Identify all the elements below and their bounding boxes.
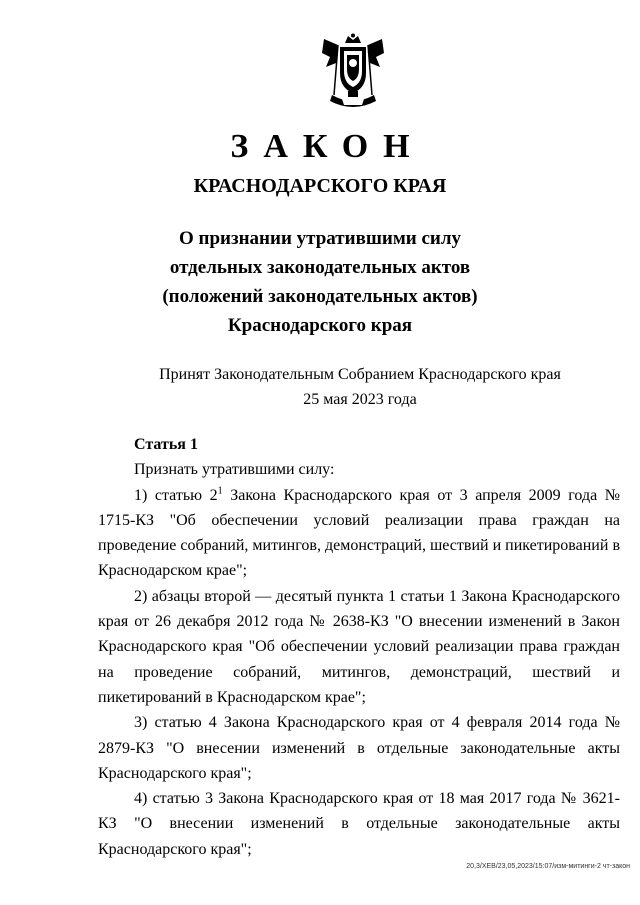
article-item-2: 2) абзацы второй — десятый пункта 1 статьи 1 Закона Краснодарского края от 26 декабря 2012 года № 2638-КЗ "О внесении изменений в Закон Краснодарского края "Об обеспечении условий реализации права граждан на проведение собраний, митингов, демонстраций, шествий и пикетирований в Краснодарском крае"; — [98, 587, 620, 706]
superscript: 1 — [217, 485, 223, 497]
item1-start: 1) статью 2 — [134, 486, 218, 504]
article-intro: Признать утратившими силу: — [134, 461, 335, 479]
document-code: 20,3/XEB/23,05,2023/15:07/изм-митинги-2 чт-закон — [466, 863, 630, 870]
law-subject-line: (положений законодательных актов) — [162, 286, 478, 307]
item1-rest: Закона Краснодарского края от 3 апреля 2009 года № 1715-КЗ "Об обеспечении условий реализации права граждан на проведение собраний, митингов, демонстраций, шествий и пикетирований в Краснодарском крае"; — [98, 486, 621, 580]
adoption-info — [40, 362, 640, 412]
document-title: ЗАКОН — [230, 128, 425, 165]
law-subject-line: О признании утратившими силу — [178, 228, 461, 249]
law-subject-line: Краснодарского края — [227, 315, 413, 336]
krasnodar-coat-of-arms-icon — [318, 33, 388, 115]
article-heading: Статья 1 — [134, 436, 198, 453]
article-body — [98, 432, 620, 862]
article-item-3: 3) статью 4 Закона Краснодарского края от 4 февраля 2014 года № 2879-КЗ "О внесении изменений в отдельные законодательные акты Краснодарского края"; — [98, 714, 620, 782]
law-subject-line: отдельных законодательных актов — [169, 257, 471, 278]
adoption-date: 25 мая 2023 года — [303, 391, 417, 408]
article-item-1 — [98, 483, 620, 584]
adoption-body: Принят Законодательным Собранием Краснодарского края — [159, 366, 561, 383]
document-region: КРАСНОДАРСКОГО КРАЯ — [193, 175, 447, 197]
article-item-4: 4) статью 3 Закона Краснодарского края от 18 мая 2017 года № 3621-КЗ "О внесении изменений в отдельные законодательные акты Краснодарского края"; — [98, 790, 620, 858]
law-subject — [0, 224, 640, 340]
